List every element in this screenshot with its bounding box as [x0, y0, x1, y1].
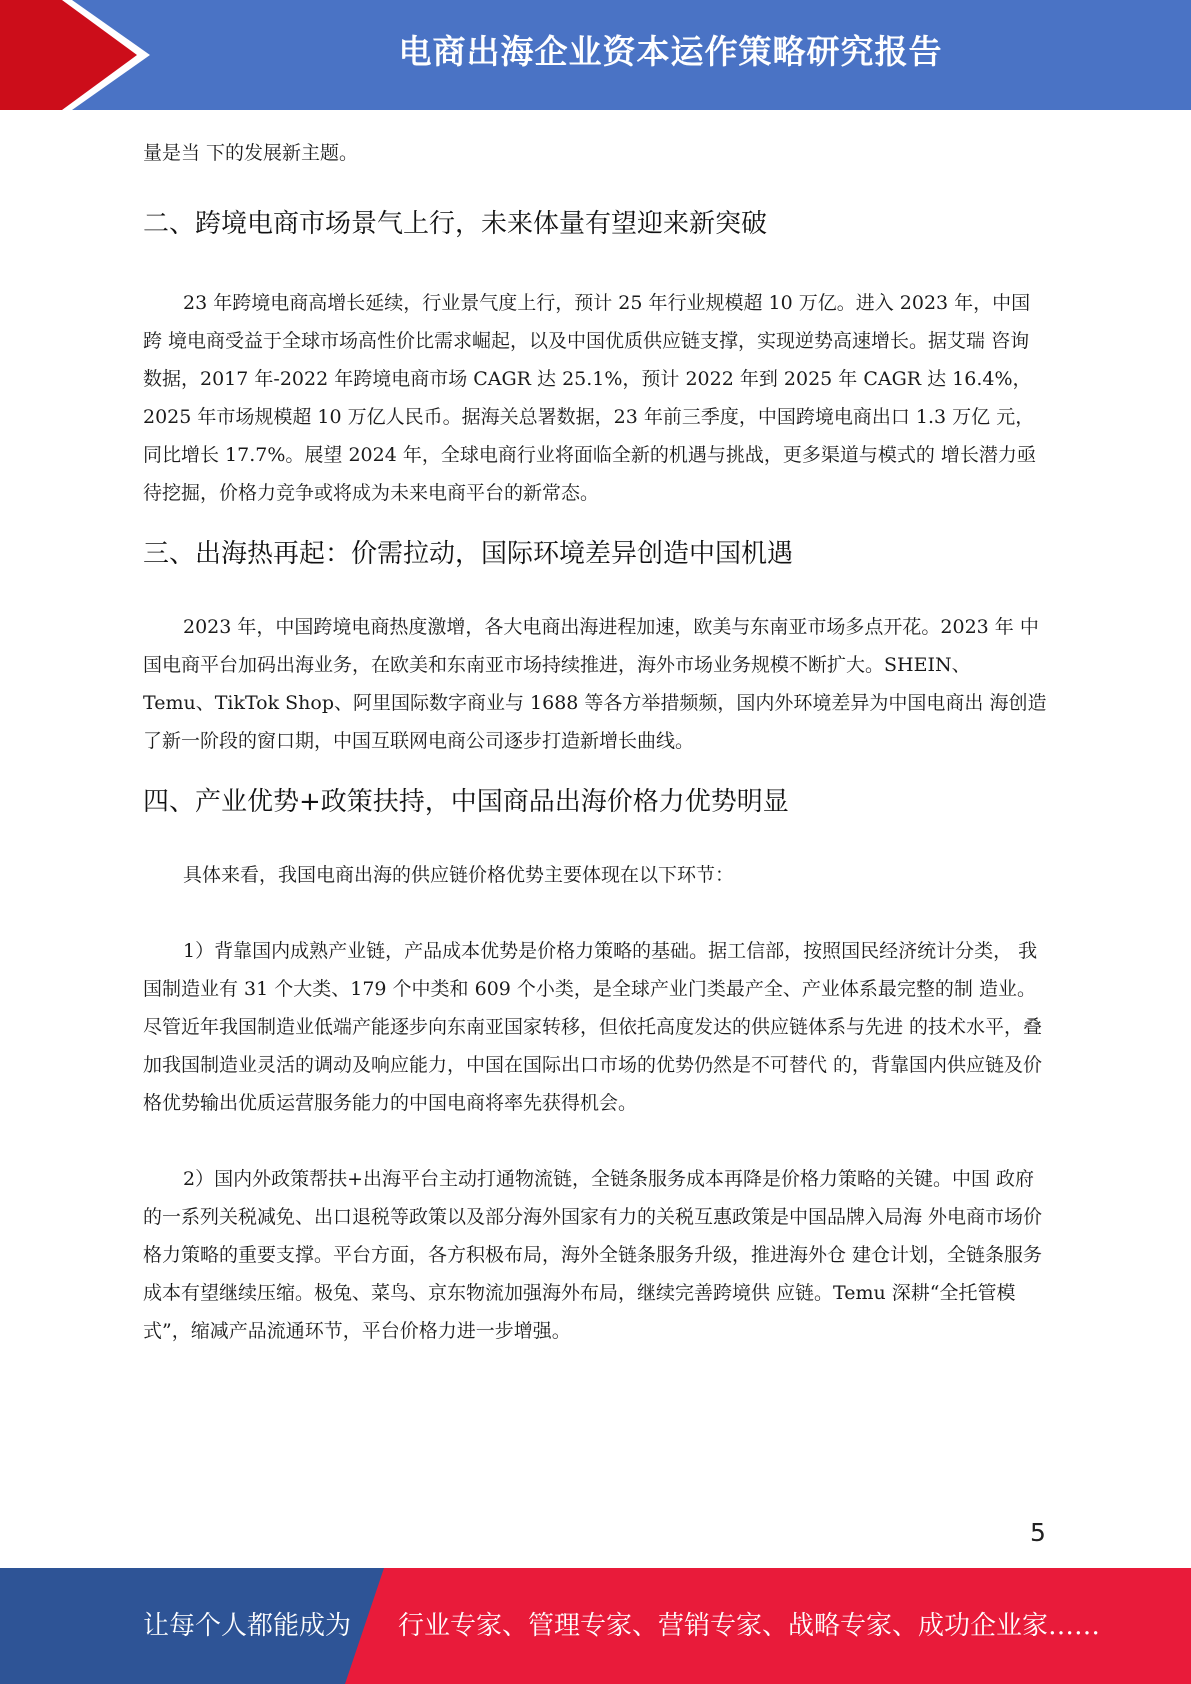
section-4-point-2: 2）国内外政策帮扶+出海平台主动打通物流链，全链条服务成本再降是价格力策略的关键。中国 政府的一系列关税减免、出口退税等政策以及部分海外国家有力的关税互惠政策是中国品牌入局海 外电商市场价格力策略的重要支撑。平台方面，各方积极布局，海外全链条服务升级，推进海外仓 建仓计划，全链条服务成本有望继续压缩。极兔、菜鸟、京东物流加强海外布局，继续完善跨境供 应链。Temu 深耕“全托管模式”，缩减产品流通环节，平台价格力进一步增强。	[143, 1168, 1043, 1342]
section-4-point-1: 1）背靠国内成熟产业链，产品成本优势是价格力策略的基础。据工信部，按照国民经济统计分类， 我国制造业有 31 个大类、179 个中类和 609 个小类，是全球产业门类最产全、产业体系最完整的制 造业。尽管近年我国制造业低端产能逐步向东南亚国家转移，但依托高度发达的供应链体系与先进 的技术水平，叠加我国制造业灵活的调动及响应能力，中国在国际出口市场的优势仍然是不可替代 的，背靠国内供应链及价格优势输出优质运营服务能力的中国电商将率先获得机会。	[143, 940, 1043, 1114]
section-3-heading: 三、出海热再起：价需拉动，国际环境差异创造中国机遇	[143, 539, 794, 569]
section-4-heading: 四、产业优势+政策扶持，中国商品出海价格力优势明显	[143, 787, 789, 817]
section-4-intro: 具体来看，我国电商出海的供应链价格优势主要体现在以下环节：	[183, 864, 735, 886]
page-header	[0, 0, 1191, 110]
header-chevron-decoration	[0, 0, 150, 110]
section-2-heading: 二、跨境电商市场景气上行，未来体量有望迎来新突破	[143, 209, 768, 239]
section-3-paragraph: 2023 年，中国跨境电商热度激增，各大电商出海进程加速，欧美与东南亚市场多点开花。2023 年 中国电商平台加码出海业务，在欧美和东南亚市场持续推进，海外市场业务规模不断扩大。SHEIN、 Temu、TikTok Shop、阿里国际数字商业与 1688 等各方举措频频，国内外环境差异为中国电商出 海创造了新一阶段的窗口期，中国互联网电商公司逐步打造新增长曲线。	[143, 616, 1047, 752]
footer-slogan-right: 行业专家、管理专家、营销专家、战略专家、成功企业家……	[398, 1611, 1101, 1641]
section-2-paragraph: 23 年跨境电商高增长延续，行业景气度上行，预计 25 年行业规模超 10 万亿。进入 2023 年，中国跨 境电商受益于全球市场高性价比需求崛起，以及中国优质供应链支撑，实现逆势高速增长。据艾瑞 咨询数据，2017 年-2022 年跨境电商市场 CAGR 达 25.1%，预计 2022 年到 2025 年 CAGR 达 16.4%， 2025 年市场规模超 10 万亿人民币。据海关总署数据，23 年前三季度，中国跨境电商出口 1.3 万亿 元，同比增长 17.7%。展望 2024 年，全球电商行业将面临全新的机遇与挑战，更多渠道与模式的 增长潜力亟待挖掘，价格力竞争或将成为未来电商平台的新常态。	[143, 292, 1036, 504]
page-footer	[0, 1568, 1191, 1684]
document-body	[143, 134, 1048, 1350]
page-number: 5	[1030, 1518, 1046, 1547]
intro-tail-text: 量是当 下的发展新主题。	[143, 142, 359, 164]
report-title: 电商出海企业资本运作策略研究报告	[398, 32, 943, 71]
footer-slogan-left: 让每个人都能成为	[143, 1611, 352, 1641]
